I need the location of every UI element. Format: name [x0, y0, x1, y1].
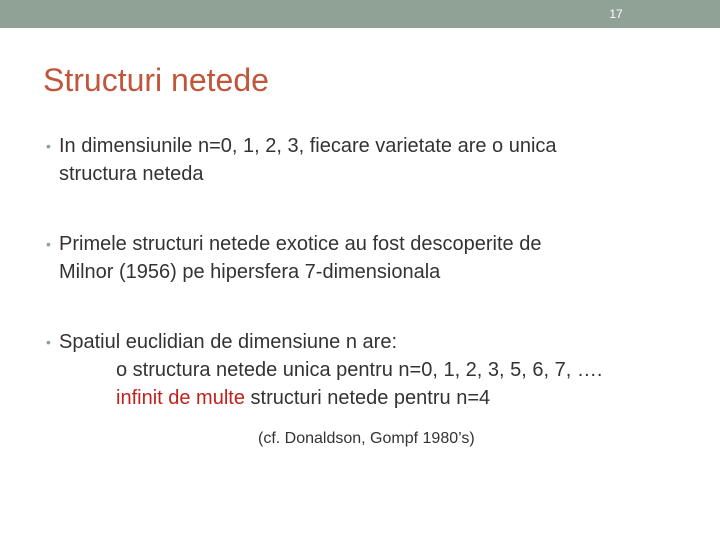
- emphasis-text: infinit de multe: [116, 387, 245, 409]
- citation: (cf. Donaldson, Gompf 1980’s): [258, 430, 475, 447]
- subline-rest: structuri netede pentru n=4: [244, 387, 491, 409]
- slide-title: Structuri netede: [43, 62, 269, 98]
- bullet-subline: o structura netede unica pentru n=0, 1, 2, 3, 5, 6, 7, ….: [116, 359, 603, 381]
- bullet-marker: •: [46, 334, 51, 350]
- bullet-line: Milnor (1956) pe hipersfera 7-dimensionala: [59, 261, 441, 283]
- bullet-line: Primele structuri netede exotice au fost descoperite de: [59, 233, 542, 255]
- bullet-line: Spatiul euclidian de dimensiune n are:: [59, 331, 397, 353]
- slide-number: 17: [609, 7, 623, 21]
- bullet-item-1: [46, 132, 686, 188]
- bullet-marker: •: [46, 236, 51, 252]
- bullet-line: In dimensiunile n=0, 1, 2, 3, fiecare varietate are o unica: [59, 135, 557, 157]
- bullet-item-3: [46, 328, 686, 412]
- bullet-line: structura neteda: [59, 163, 204, 185]
- bullet-marker: •: [46, 138, 51, 154]
- bullet-subline-emphasis: [59, 384, 686, 412]
- bullet-item-2: [46, 230, 686, 286]
